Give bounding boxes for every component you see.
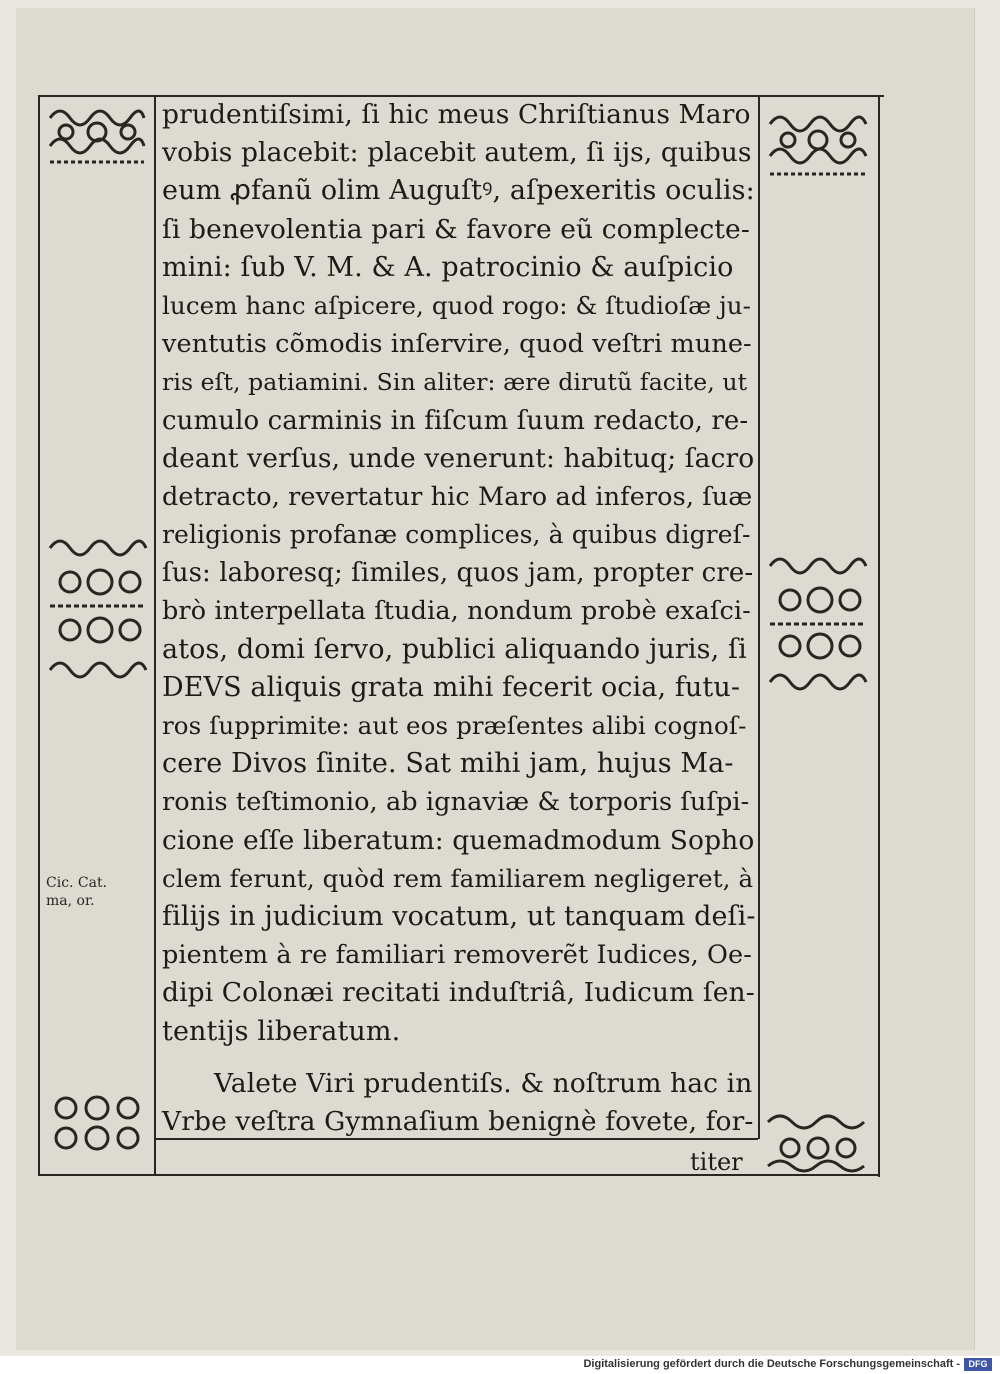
text-line: brò interpellata ſtudia, nondum probè exaſci- [162,596,751,627]
text-line: ris eſt, patiamini. Sin aliter: ære dirutũ facite, ut [162,368,748,397]
text-line: vobis placebit: placebit autem, ſi ijs, quibus [162,137,752,169]
ornament-right-bottom [762,1104,872,1174]
marginal-note-line: ma, or. [46,893,95,909]
text-line: clem ferunt, quòd rem familiarem negligeret, à [162,863,754,893]
left-outer-rule [38,95,40,1175]
text-line: cere Divos ſinite. Sat mihi jam, hujus Ma- [162,748,734,780]
ornament-right-top [764,102,872,182]
right-inner-rule [758,97,760,1139]
dfg-logo-icon: DFG [964,1358,992,1371]
ornament-right-middle [764,548,872,698]
text-line: ros ſupprimite: aut eos præſentes alibi cognoſ- [162,711,747,740]
text-line: ventutis cõmodis inſervire, quod veſtri mune- [162,329,752,360]
text-line: ronis teſtimonio, ab ignaviæ & torporis ſuſpi- [162,787,750,818]
text-line: filijs in judicium vocatum, ut tanquam deſi- [162,900,756,932]
text-line: DEVS aliquis grata mihi fecerit ocia, futu- [162,671,741,703]
text-line: mini: ſub V. M. & A. patrocinio & auſpicio [162,251,734,283]
ornament-left-top [44,98,150,170]
text-line: cione eſſe liberatum: quemadmodum Sopho [162,824,755,856]
main-text [162,96,756,1141]
text-line: pientem à re familiari removerẽt Iudices, Oe- [162,940,752,971]
text-line: eum ꝓfanũ olim Auguſtꝰ, aſpexeritis oculis: [162,175,755,207]
closing-line: Vrbe veſtra Gymnaſium benignè fovete, for- [162,1105,754,1137]
left-inner-rule [154,97,156,1175]
text-line: ſus: laboresq; ſimiles, quos jam, propter cre- [162,558,754,589]
text-line: prudentiſsimi, ſi hic meus Chriſtianus Maro [162,99,751,130]
text-line: atos, domi ſervo, publici aliquando juris, ſi [162,633,747,665]
footer-text: Digitalisierung gefördert durch die Deutsche Forschungsgemeinschaft - [583,1358,960,1370]
right-outer-rule [878,97,880,1177]
digitization-footer [0,1356,1000,1374]
text-line: detracto, revertatur hic Maro ad inferos, ſuæ [162,481,753,512]
ornament-left-middle [44,530,152,688]
text-line: tentijs liberatum. [162,1015,401,1047]
text-line: ſi benevolentia pari & favore eũ complecte- [162,213,750,245]
marginal-note [46,874,107,910]
text-line: lucem hanc aſpicere, quod rogo: & ſtudioſæ ju- [162,290,752,320]
text-line: cumulo carminis in fiſcum ſuum redacto, re- [162,405,749,436]
text-line: deant verſus, unde venerunt: habituq; ſacro [162,442,755,474]
catchword: titer [690,1148,743,1176]
ornament-left-bottom [42,1086,152,1158]
marginal-note-line: Cic. Cat. [46,875,108,891]
page-bottom-rule [38,1174,880,1176]
text-line: dipi Colonæi recitati induſtriâ, Iudicum ſen- [162,977,755,1009]
text-line: religionis profanæ complices, à quibus digreſ- [162,520,751,550]
closing-line: Valete Viri prudentiſs. & noſtrum hac in [214,1067,753,1099]
